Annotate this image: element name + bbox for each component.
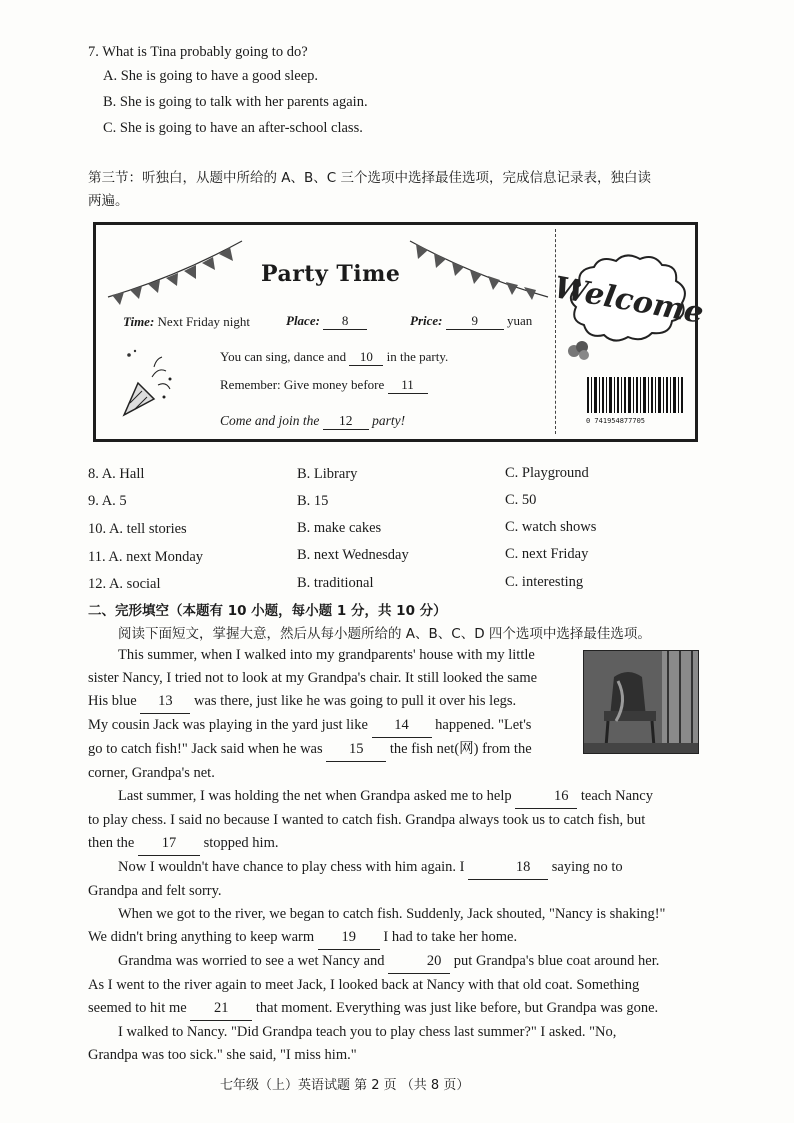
flower-icon <box>566 339 594 363</box>
bunting-left-icon <box>106 235 246 305</box>
option-12-c: C. interesting <box>505 574 584 590</box>
blank-12: 12 <box>323 413 369 430</box>
p1-line3: His blue 13 was there, just like he was going to pull it over his legs. <box>88 690 700 714</box>
q7-option-b: B. She is going to talk with her parents again. <box>103 94 368 110</box>
p3-line2: Grandpa and felt sorry. <box>88 883 222 899</box>
option-12-a: 12. A. social <box>88 576 161 592</box>
cloze-instruction: 阅读下面短文，掌握大意，然后从每小题所给的 A、B、C、D 四个选项中选择最佳选项。 <box>118 626 651 642</box>
option-10-b: B. make cakes <box>297 520 382 536</box>
page-footer: 七年级（上）英语试题 第 2 页 （共 8 页） <box>220 1078 470 1093</box>
come-text: Come and join the <box>220 413 320 428</box>
come-tail: party! <box>372 413 406 428</box>
option-11-a: 11. A. next Monday <box>88 549 204 565</box>
blank-18: 18 <box>468 856 548 880</box>
welcome-cloud-icon <box>551 255 707 345</box>
option-10-a: 10. A. tell stories <box>88 521 187 537</box>
barcode-number: 0 741954877705 <box>586 417 646 425</box>
blank-17: 17 <box>138 832 200 856</box>
place-label: Place: <box>286 313 320 328</box>
sing-line <box>220 349 448 366</box>
blank-20: 20 <box>388 950 450 974</box>
bunting-right-icon <box>406 235 551 305</box>
p1-line2: sister Nancy, I tried not to look at my Grandpa's chair. It still looked the same <box>88 670 538 686</box>
option-8-b: B. Library <box>297 466 358 482</box>
option-8-c: C. Playground <box>505 465 589 481</box>
p4-line2: We didn't bring anything to keep warm 19 I had to take her home. <box>88 926 700 950</box>
option-11-c: C. next Friday <box>505 546 589 562</box>
p5-line1: Grandma was worried to see a wet Nancy and 20 put Grandpa's blue coat around her. <box>88 950 700 974</box>
time-row <box>123 314 250 330</box>
p1-line5: go to catch fish!" Jack said when he was 15 the fish net(网) from the <box>88 738 700 762</box>
q7-question: 7. What is Tina probably going to do? <box>88 44 308 60</box>
blank-21: 21 <box>190 997 252 1021</box>
blank-10: 10 <box>349 349 383 366</box>
option-9-b: B. 15 <box>297 493 329 509</box>
q7-option-a: A. She is going to have a good sleep. <box>103 68 319 84</box>
section3-instruction-line2: 两遍。 <box>88 193 129 209</box>
blank-16: 16 <box>515 785 577 809</box>
option-10-c: C. watch shows <box>505 519 597 535</box>
blank-15: 15 <box>326 738 386 762</box>
p6-line1: I walked to Nancy. "Did Grandpa teach you to play chess last summer?" I asked. "No, <box>118 1024 617 1040</box>
blank-19: 19 <box>318 926 380 950</box>
remember-text: Remember: Give money before <box>220 377 385 392</box>
p4-line1: When we got to the river, we began to catch fish. Suddenly, Jack shouted, "Nancy is shaking!" <box>118 906 666 922</box>
p1-line6: corner, Grandpa's net. <box>88 765 215 781</box>
p2-line1: Last summer, I was holding the net when Grandpa asked me to help 16 teach Nancy <box>88 785 700 809</box>
party-popper-icon <box>118 343 198 423</box>
sing-tail: in the party. <box>386 349 449 364</box>
cloze-passage <box>88 644 700 1067</box>
p3-line1: Now I wouldn't have chance to play chess with him again. I 18 saying no to <box>88 856 700 880</box>
poster-divider <box>555 229 556 434</box>
option-8-a: 8. A. Hall <box>88 466 145 482</box>
poster-title: Party Time <box>261 261 401 287</box>
come-line <box>220 413 405 430</box>
time-value: Next Friday night <box>157 314 250 329</box>
price-blank: 9 <box>446 313 504 330</box>
option-9-c: C. 50 <box>505 492 537 508</box>
blank-11: 11 <box>388 377 428 394</box>
welcome-text: Welcome <box>551 270 707 331</box>
price-label: Price: <box>410 313 443 328</box>
p5-line2: As I went to the river again to meet Jack, I looked back at Nancy with that old coat. Something <box>88 977 640 993</box>
q7-option-c: C. She is going to have an after-school class. <box>103 120 363 136</box>
price-unit: yuan <box>506 313 533 328</box>
option-12-b: B. traditional <box>297 575 374 591</box>
price-row <box>410 313 532 330</box>
place-blank: 8 <box>323 313 367 330</box>
party-poster <box>93 222 707 442</box>
blank-13: 13 <box>140 690 190 714</box>
option-9-a: 9. A. 5 <box>88 493 127 509</box>
section3-instruction-line1: 第三节：听独白，从题中所给的 A、B、C 三个选项中选择最佳选项，完成信息记录表，独白读 <box>88 170 652 186</box>
p2-line3: then the 17 stopped him. <box>88 832 700 856</box>
sing-text: You can sing, dance and <box>220 349 347 364</box>
place-row <box>286 313 367 330</box>
cloze-heading: 二、完形填空（本题有 10 小题，每小题 1 分，共 10 分） <box>88 603 447 619</box>
p2-line2: to play chess. I said no because I wanted to catch fish. Grandpa always took us to catch fish, but <box>88 812 646 828</box>
option-11-b: B. next Wednesday <box>297 547 409 563</box>
p1-line4: My cousin Jack was playing in the yard just like 14 happened. "Let's <box>88 714 700 738</box>
p5-line3: seemed to hit me 21 that moment. Everything was just like before, but Grandpa was gone. <box>88 997 700 1021</box>
remember-line <box>220 377 428 394</box>
p6-line2: Grandpa was too sick." she said, "I miss him." <box>88 1047 357 1063</box>
time-label: Time: <box>123 314 155 329</box>
blank-14: 14 <box>372 714 432 738</box>
p1-line1: This summer, when I walked into my grandparents' house with my little <box>118 647 535 663</box>
